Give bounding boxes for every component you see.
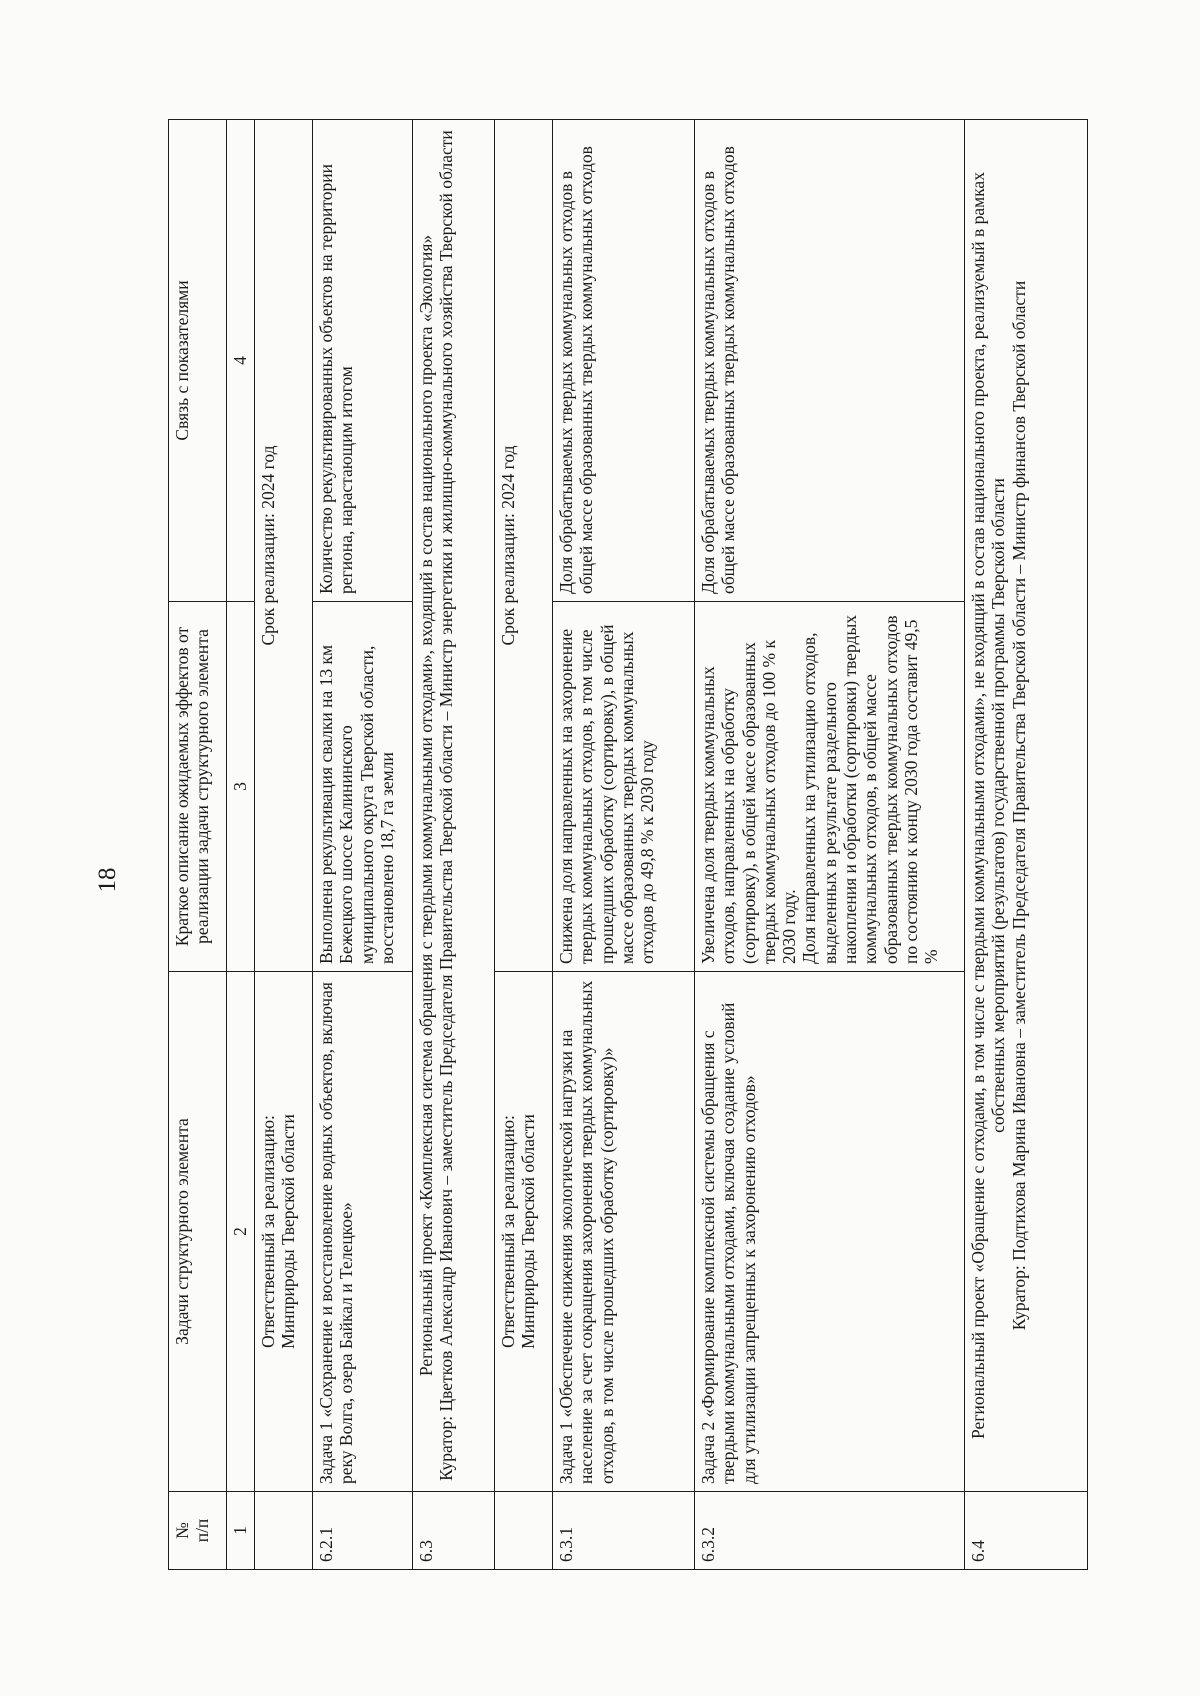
block-6-3-responsible-row — [495, 120, 553, 1570]
responsible-6-3: Ответственный за реализацию: Минприроды Тверской области — [495, 972, 553, 1492]
row-num: 6.2.1 — [313, 1492, 413, 1570]
row-effect: Увеличена доля твердых коммунальных отходов, направленных на обработку (сортировку), в общей массе образованных твердых коммунальных отходов до 100 % к 2030 году. Доля направленных на утилизацию отходов, выделенных в результате раздельного накопления и обработки (сортировки) твердых коммунальных отходов, в общей массе образованных твердых коммунальных отходов по состоянию к концу 2030 года составит 49,5 % — [695, 602, 965, 972]
header-row — [169, 120, 227, 1570]
responsible-6-2: Ответственный за реализацию: Минприроды Тверской области — [255, 972, 313, 1492]
row-effect: Выполнена рекультивация свалки на 13 км Бежецкого шоссе Калининского муниципального округа Тверской области, восстановлено 18,7 га земли — [313, 602, 413, 972]
regional-project-6-4 — [965, 120, 1088, 1492]
period-6-2: Срок реализации: 2024 год — [255, 120, 313, 972]
project-title: Региональный проект «Обращение с отходами, в том числе с твердыми коммунальными отходами», не входящий в состав национального проекта, реализуемый в рамках собственных мероприятий (результатов) государственной программы Тверской области — [968, 172, 1009, 1439]
table-row-6-3-1 — [553, 120, 695, 1570]
project-title: Региональный проект «Комплексная система обращения с твердыми коммунальными отходами», входящий в состав национального проекта «Экология» — [416, 234, 436, 1377]
row-num: 6.3.1 — [553, 1492, 695, 1570]
row-link: Количество рекультивированных объектов на территории региона, нарастающим итогом — [313, 120, 413, 602]
header-effects: Краткое описание ожидаемых эффектов от реализации задачи структурного элемента — [169, 602, 227, 972]
empty-cell — [255, 1492, 313, 1570]
row-link: Доля обрабатываемых твердых коммунальных отходов в общей массе образованных твердых коммунальных отходов — [695, 120, 965, 602]
block-6-3-title-row — [413, 120, 495, 1570]
row-num: 6.3.2 — [695, 1492, 965, 1570]
row-effect: Снижена доля направленных на захоронение твердых коммунальных отходов, в том числе прошедших обработку (сортировку), в общей массе образованных твердых коммунальных отходов до 49,8 % к 2030 году — [553, 602, 695, 972]
row-task: Задача 2 «Формирование комплексной системы обращения с твердыми коммунальными отходами, включая создание условий для утилизации запрещенных к захоронению отходов» — [695, 972, 965, 1492]
header-link: Связь с показателями — [169, 120, 227, 602]
table-row-6-2-1 — [313, 120, 413, 1570]
header-num: № п/п — [169, 1492, 227, 1570]
page-number: 18 — [94, 867, 121, 893]
row-num: 6.3 — [413, 1492, 495, 1570]
col-number-1: 1 — [227, 1492, 255, 1570]
period-6-3: Срок реализации: 2024 год — [495, 120, 553, 972]
col-number-3: 3 — [227, 602, 255, 972]
project-curator: Куратор: Цветков Александр Иванович – заместитель Председателя Правительства Тверской области – Министр энергетики и жилищно-коммунального хозяйства Тверской области — [436, 130, 457, 1481]
row-task: Задача 1 «Сохранение и восстановление водных объектов, включая реку Волга, озера Байкал и Телецкое» — [313, 972, 413, 1492]
row-link: Доля обрабатываемых твердых коммунальных отходов в общей массе образованных твердых коммунальных отходов — [553, 120, 695, 602]
block-6-2-responsible-row — [255, 120, 313, 1570]
column-numbers-row — [227, 120, 255, 1570]
structural-elements-table — [168, 119, 1088, 1570]
rotated-table-wrapper — [168, 120, 1088, 1570]
col-number-4: 4 — [227, 120, 255, 602]
empty-cell — [495, 1492, 553, 1570]
header-task: Задачи структурного элемента — [169, 972, 227, 1492]
project-curator: Куратор: Подтихова Марина Ивановна – заместитель Председателя Правительства Тверской области – Министр финансов Тверской области — [1008, 280, 1029, 1331]
col-number-2: 2 — [227, 972, 255, 1492]
table-row-6-3-2 — [695, 120, 965, 1570]
regional-project-6-3 — [413, 120, 495, 1492]
row-num: 6.4 — [965, 1492, 1088, 1570]
block-6-4-title-row — [965, 120, 1088, 1570]
row-task: Задача 1 «Обеспечение снижения экологической нагрузки на население за счет сокращения захоронения твердых коммунальных отходов, в том числе прошедших обработку (сортировку)» — [553, 972, 695, 1492]
